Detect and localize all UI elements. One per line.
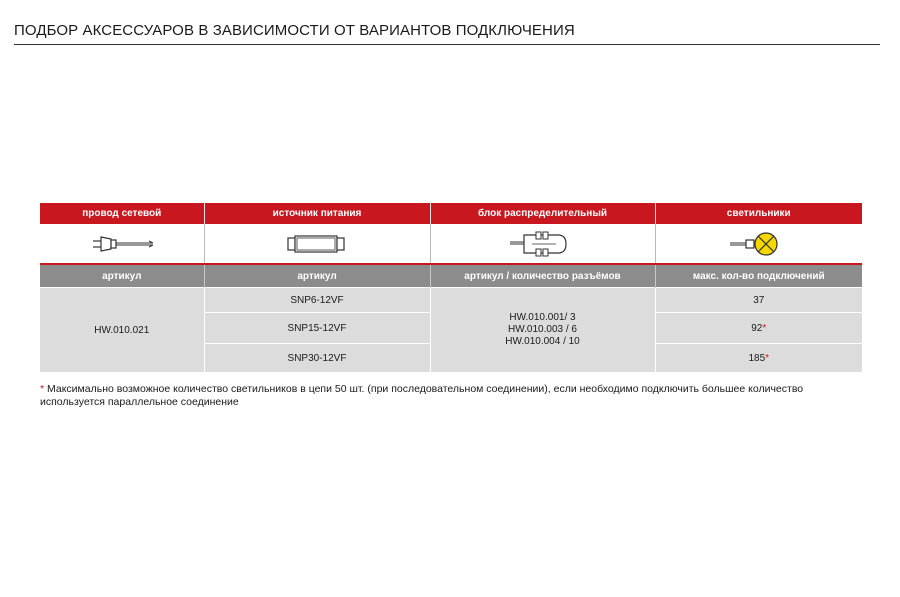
- supply-article-cell: SNP15-12VF: [204, 313, 430, 344]
- block-article: HW.010.001/ 3: [509, 312, 576, 323]
- icon-row: [40, 224, 862, 264]
- max-connections-cell: [655, 288, 862, 313]
- subheader-block-article: артикул / количество разъёмов: [430, 264, 655, 288]
- block-articles-cell: [430, 288, 655, 373]
- supply-article-cell: SNP6-12VF: [204, 288, 430, 313]
- header-luminaires: светильники: [655, 203, 862, 224]
- power-plug-icon: [87, 232, 157, 256]
- icon-cell-supply: [204, 224, 430, 264]
- footnote-asterisk: *: [40, 383, 45, 395]
- cable-article-cell: HW.010.021: [40, 288, 204, 373]
- accessories-table: [40, 203, 862, 372]
- footnote: [40, 383, 870, 409]
- max-connections-value: 92: [751, 322, 763, 334]
- supply-article-cell: SNP30-12VF: [204, 344, 430, 373]
- category-header-row: [40, 203, 862, 224]
- asterisk-mark: *: [765, 352, 770, 364]
- header-power-supply: источник питания: [204, 203, 430, 224]
- table-row: [40, 288, 862, 313]
- asterisk-mark: *: [762, 322, 767, 334]
- subheader-max-connections: макс. кол-во подключений: [655, 264, 862, 288]
- block-article: HW.010.003 / 6: [508, 324, 577, 335]
- max-connections-cell: [655, 313, 862, 344]
- max-connections-value: 185: [748, 352, 766, 364]
- lamp-icon: [724, 230, 794, 258]
- subheader-cord-article: артикул: [40, 264, 204, 288]
- header-distribution-block: блок распределительный: [430, 203, 655, 224]
- icon-cell-lamp: [655, 224, 862, 264]
- subheader-supply-article: артикул: [204, 264, 430, 288]
- footnote-line-1: Максимально возможное количество светильников в цепи 50 шт. (при последовательном соединении), если необходимо подключить большее количество: [47, 383, 804, 395]
- block-article: HW.010.004 / 10: [505, 336, 580, 347]
- header-power-cord: провод сетевой: [40, 203, 204, 224]
- max-connections-cell: [655, 344, 862, 373]
- footnote-line-2: используется параллельное соединение: [40, 396, 239, 408]
- article-header-row: [40, 264, 862, 288]
- icon-cell-block: [430, 224, 655, 264]
- distribution-block-icon: [508, 230, 578, 258]
- power-supply-icon: [282, 232, 352, 256]
- icon-cell-cord: [40, 224, 204, 264]
- max-connections-value: 37: [753, 294, 765, 306]
- page-title: ПОДБОР АКСЕССУАРОВ В ЗАВИСИМОСТИ ОТ ВАРИАНТОВ ПОДКЛЮЧЕНИЯ: [14, 22, 880, 45]
